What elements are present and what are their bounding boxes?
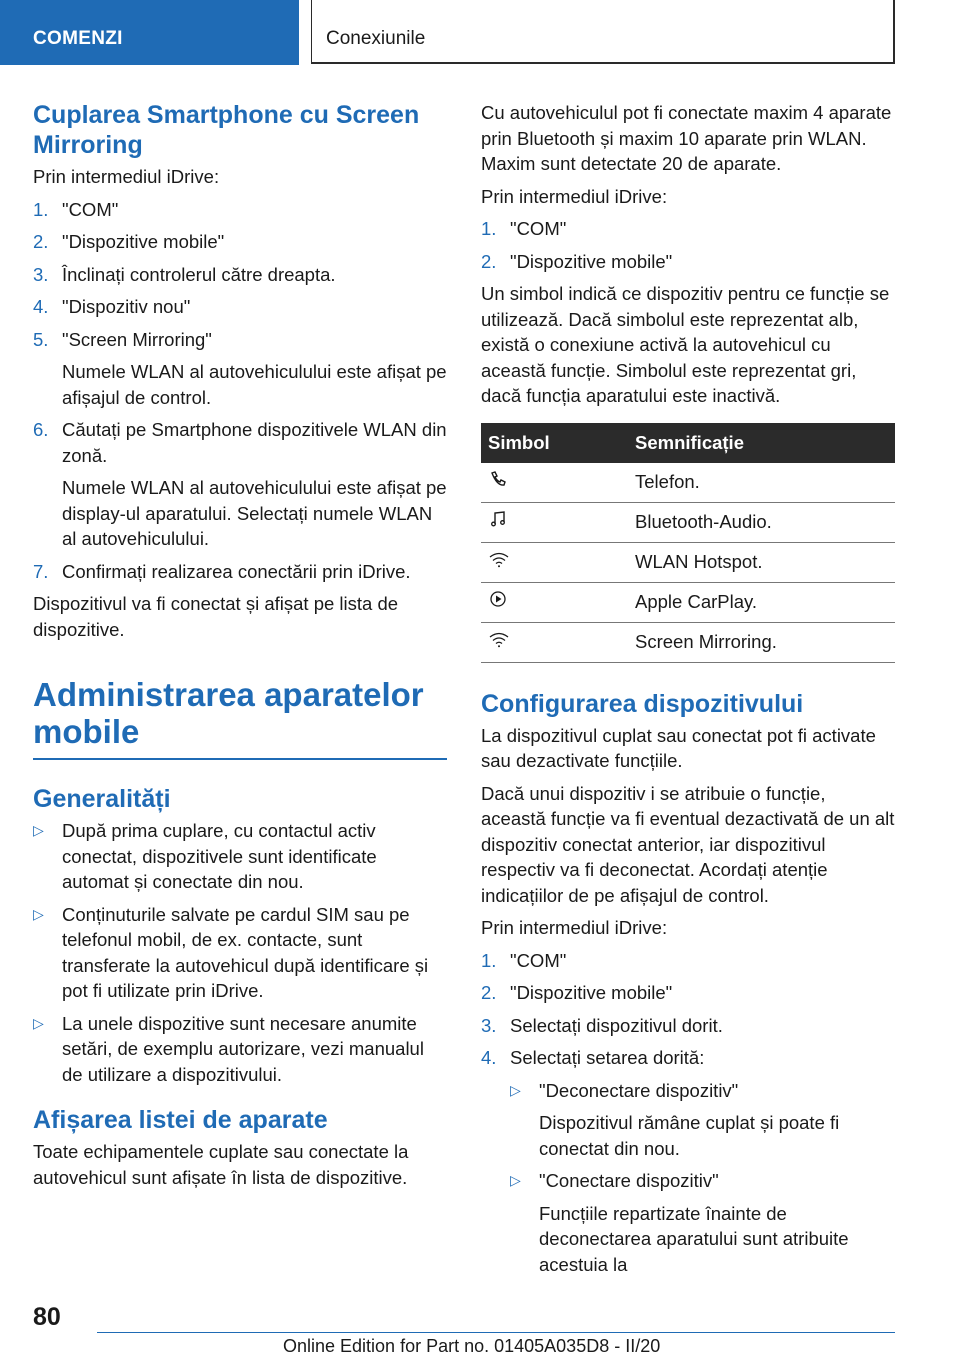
symbol-cell [481, 502, 635, 542]
symbol-cell [481, 622, 635, 662]
step-number: 1. [481, 949, 497, 971]
meaning-cell: Apple CarPlay. [635, 582, 895, 622]
table-row [481, 622, 895, 662]
symbol-cell [481, 582, 635, 622]
list-item [510, 1168, 895, 1277]
heading-config: Configurarea dispozitivului [481, 689, 804, 718]
step-text: "Screen Mirroring" [62, 328, 212, 350]
step-text: "Dispozitive mobile" [510, 250, 673, 272]
right-column [481, 100, 895, 1284]
config-sub-bullets [481, 1078, 895, 1278]
list-item [481, 1045, 895, 1071]
step-text: "Dispozitive mobile" [510, 982, 673, 1003]
step-number: 3. [481, 1014, 497, 1036]
list-item [33, 559, 447, 585]
triangle-bullet-icon: ▷ [33, 1014, 44, 1031]
step-number: 6. [33, 419, 49, 440]
bullet-title: "Deconectare dispozitiv" [539, 1079, 739, 1101]
table-row [481, 542, 895, 582]
step-text: Selectați dispozitivul dorit. [510, 1014, 723, 1036]
step-number: 1. [481, 218, 497, 239]
step-number: 2. [481, 250, 497, 272]
list-item [481, 980, 895, 1006]
intro-text-config: Prin intermediul iDrive: [481, 917, 668, 938]
step-number: 4. [481, 1047, 497, 1068]
bullet-text: La unele dispozitive sunt necesare anumite setări, de exemplu autorizare, vezi manualul de utilizare a dispozitivului. [62, 1012, 424, 1085]
triangle-bullet-icon: ▷ [33, 905, 44, 922]
config-steps [481, 948, 895, 1071]
mirroring-steps [33, 197, 447, 585]
bullet-desc: Funcțiile repartizate înainte de deconectarea aparatului sunt atribuite acestuia la [539, 1202, 849, 1275]
step-text: Căutați pe Smartphone dispozitivele WLAN din zonă. [62, 419, 447, 466]
carplay-icon [489, 591, 507, 612]
config-text-1: La dispozitivul cuplat sau conectat pot fi activate sau dezactivate funcțiile. [481, 724, 876, 771]
heading-admin: Administrarea aparatelor mobile [33, 676, 447, 760]
list-item [33, 1011, 447, 1088]
config-text-2: Dacă unui dispozitiv i se atribuie o funcție, această funcție va fi eventual dezactivată de un alt dispozitiv conectat anterior, iar dispozitivul respectiv va fi deconectat. Acordați atenție indicațiilor de pe afișajul de control. [481, 782, 895, 906]
list-item [33, 327, 447, 353]
right-steps [481, 216, 895, 274]
step-text: "COM" [510, 218, 567, 239]
step-text: Înclinați controlerul către dreapta. [62, 263, 336, 285]
meaning-cell: WLAN Hotspot. [635, 542, 895, 582]
list-item [481, 1013, 895, 1039]
bullet-title: "Conectare dispozitiv" [539, 1170, 719, 1191]
list-item [510, 1078, 895, 1162]
step-note: Numele WLAN al autovehiculului este afișat pe afișajul de control. [62, 361, 447, 408]
table-row [481, 582, 895, 622]
step-text: "COM" [510, 949, 567, 971]
wifi-icon [489, 551, 509, 572]
music-note-icon [489, 511, 507, 532]
wifi-icon [489, 631, 509, 652]
footer-edition: Online Edition for Part no. 01405A035D8 - II/20 [283, 1336, 661, 1356]
list-item [33, 262, 447, 288]
list-item [33, 417, 447, 468]
symbol-cell [481, 542, 635, 582]
step-note: Numele WLAN al autovehiculului este afișat pe display-ul aparatului. Selectați numele WLAN al autovehiculului. [62, 477, 447, 549]
list-item [33, 229, 447, 255]
symbol-explanation: Un simbol indică ce dispozitiv pentru ce funcție se utilizează. Dacă simbolul este reprezentat alb, există o conexiune activă la autovehicul cu această funcție. Simbolul este reprezentat gri, dacă funcția aparatului este inactivă. [481, 283, 890, 406]
bullet-text: După prima cuplare, cu contactul activ conectat, dispozitivele sunt identificate automat și conectate din nou. [62, 820, 377, 892]
chapter-tab [0, 0, 299, 65]
table-header-symbol: Simbol [481, 423, 635, 463]
step-number: 2. [481, 982, 497, 1003]
heading-device-list: Afișarea listei de aparate [33, 1106, 328, 1134]
list-item [33, 197, 447, 223]
heading-general: Generalități [33, 785, 171, 813]
triangle-bullet-icon: ▷ [33, 822, 44, 838]
step-text: "COM" [62, 198, 119, 220]
capacity-text: Cu autovehiculul pot fi conectate maxim 4 aparate prin Bluetooth și maxim 10 aparate prin WLAN. Maxim sunt detectate 20 de aparate. [481, 102, 892, 174]
device-list-text: Toate echipamentele cuplate sau conectate la autovehicul sunt afișate în lista de dispozitive. [33, 1141, 409, 1188]
table-row [481, 502, 895, 542]
intro-text: Prin intermediul iDrive: [33, 166, 220, 187]
section-header [311, 0, 895, 64]
triangle-bullet-icon: ▷ [510, 1172, 521, 1188]
list-item [33, 818, 447, 895]
step-number: 7. [33, 560, 49, 582]
intro-text-right: Prin intermediul iDrive: [481, 185, 668, 207]
table-header-meaning: Semnificație [635, 423, 895, 463]
heading-screen-mirroring: Cuplarea Smartphone cu Screen Mirroring [33, 101, 420, 159]
footer-divider [97, 1332, 895, 1333]
symbol-cell [481, 463, 635, 503]
outro-text: Dispozitivul va fi conectat și afișat pe lista de dispozitive. [33, 593, 399, 640]
symbol-table [481, 423, 895, 663]
chapter-tab-label: COMENZI [33, 28, 123, 49]
step-text: "Dispozitiv nou" [62, 296, 191, 317]
table-row [481, 463, 895, 503]
left-column [33, 100, 447, 1197]
step-number: 3. [33, 263, 49, 285]
triangle-bullet-icon: ▷ [510, 1081, 521, 1098]
meaning-cell: Screen Mirroring. [635, 622, 895, 662]
list-item [481, 249, 895, 275]
bullet-desc: Dispozitivul rămâne cuplat și poate fi conectat din nou. [539, 1112, 840, 1159]
step-text: Confirmați realizarea conectării prin iDrive. [62, 560, 411, 582]
list-item [33, 902, 447, 1004]
step-text: "Dispozitive mobile" [62, 231, 225, 252]
meaning-cell: Bluetooth-Audio. [635, 502, 895, 542]
phone-icon [489, 471, 507, 492]
meaning-cell: Telefon. [635, 463, 895, 503]
section-title: Conexiunile [326, 28, 426, 49]
list-item [33, 294, 447, 320]
step-text: Selectați setarea dorită: [510, 1047, 705, 1068]
step-number: 2. [33, 231, 49, 252]
general-bullets [33, 818, 447, 1087]
page-number: 80 [33, 1303, 61, 1331]
step-number: 1. [33, 198, 49, 220]
list-item [481, 948, 895, 974]
step-number: 4. [33, 296, 49, 317]
step-number: 5. [33, 328, 49, 350]
bullet-text: Conținuturile salvate pe cardul SIM sau pe telefonul mobil, de ex. contacte, sunt transferate la autovehicul după identificare și pot fi utilizate prin iDrive. [62, 903, 429, 1001]
list-item [481, 216, 895, 242]
